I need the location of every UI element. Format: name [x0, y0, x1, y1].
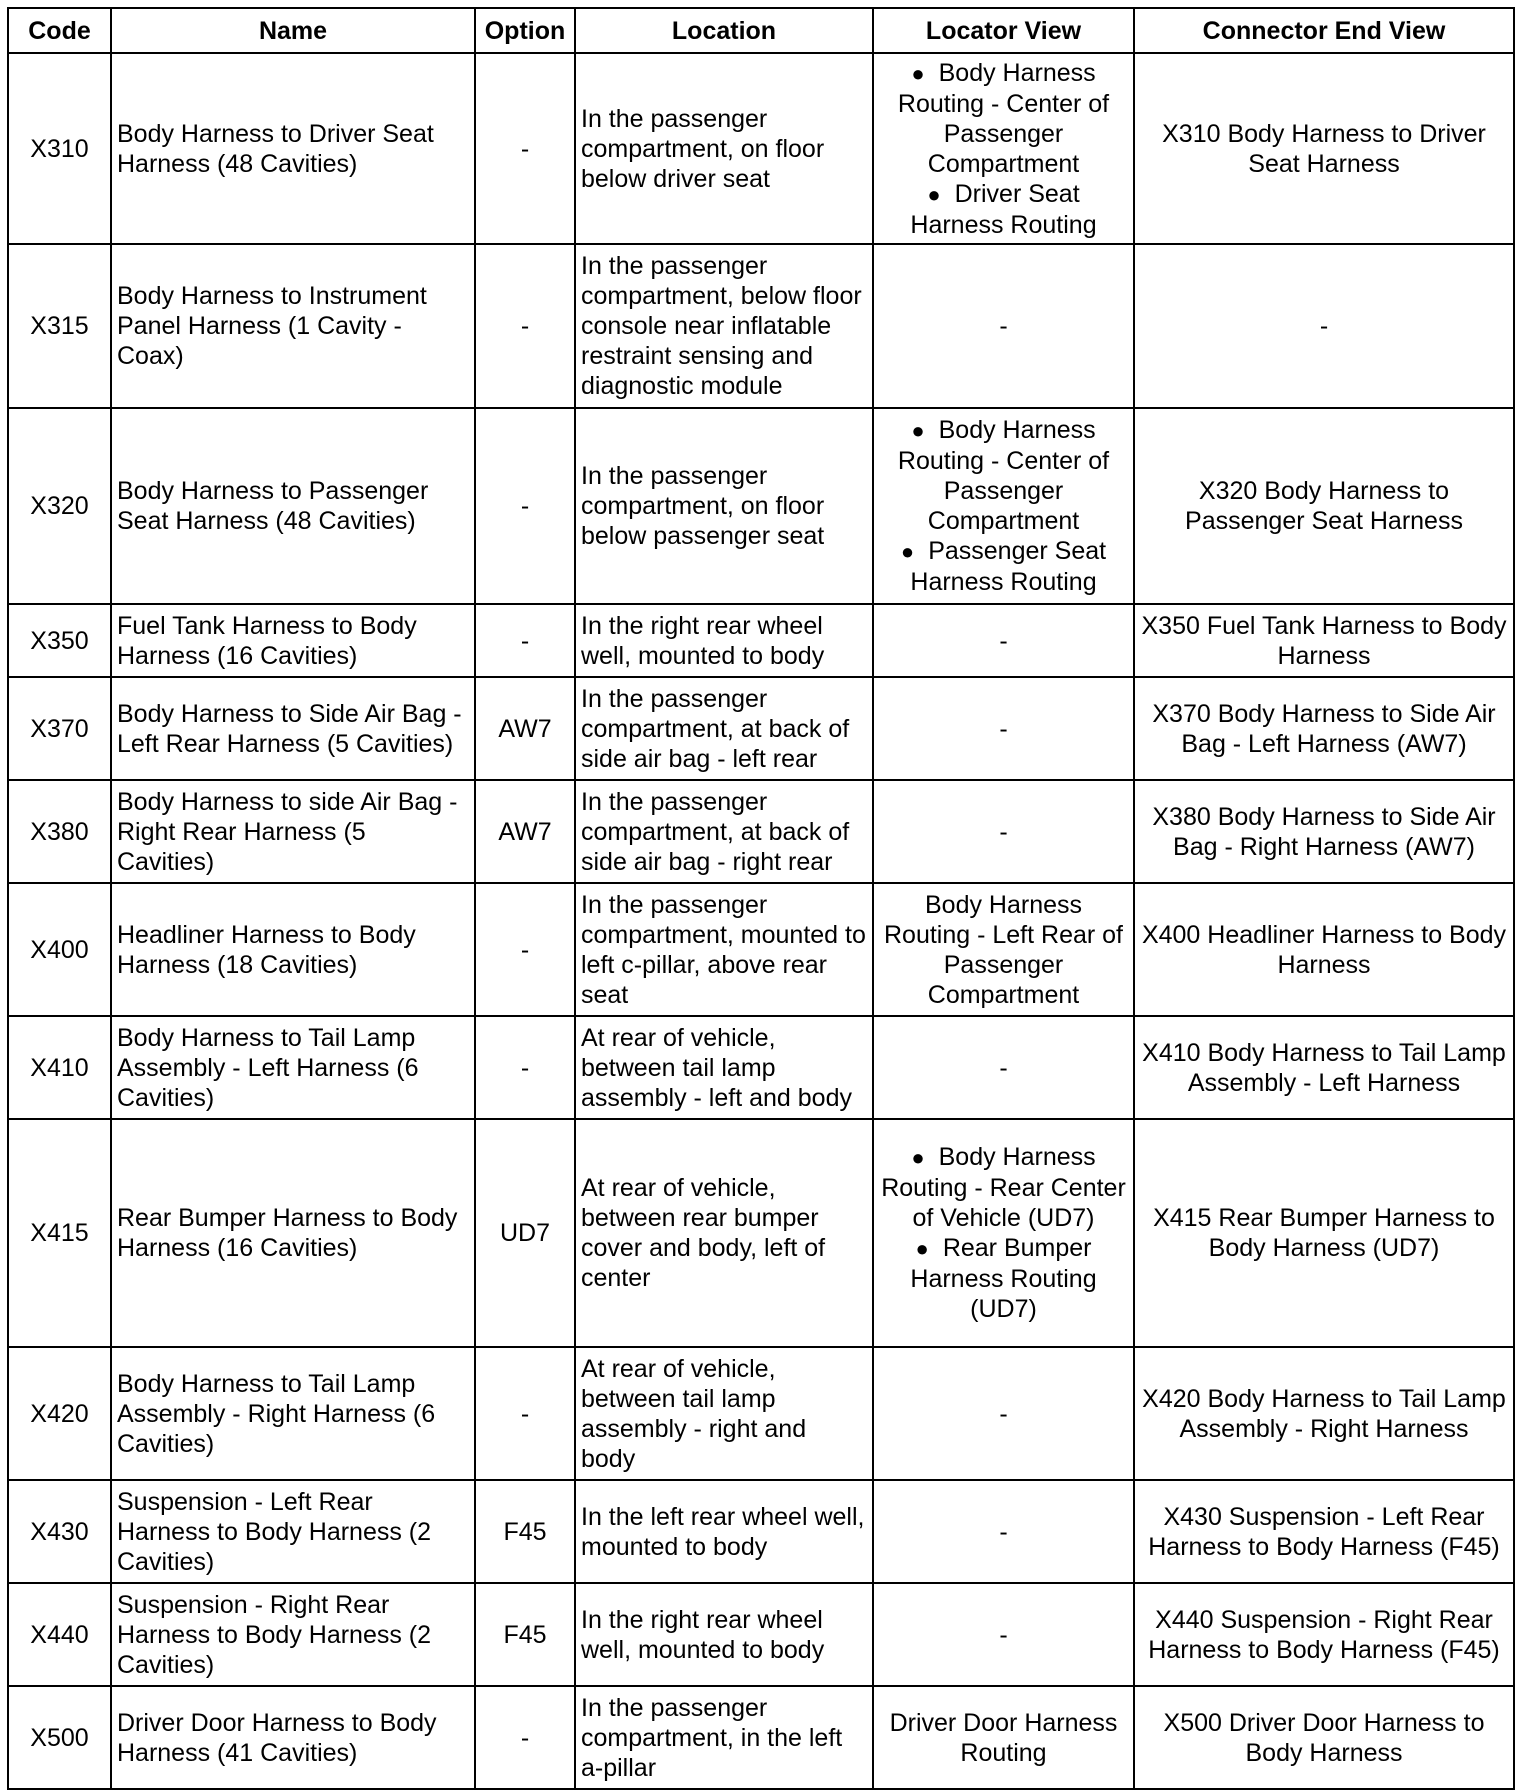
cell-name: Body Harness to Side Air Bag - Left Rear Harness (5 Cavities)	[111, 677, 475, 780]
header-row	[8, 8, 1514, 53]
locator-list-item: ● Body Harness Routing - Center of Passenger Compartment	[879, 415, 1128, 536]
cell-code: X420	[8, 1347, 111, 1480]
cell-location: In the passenger compartment, below floor console near inflatable restraint sensing and diagnostic module	[575, 244, 873, 408]
cell-connector-end-view: -	[1134, 244, 1514, 408]
cell-location: In the passenger compartment, mounted to left c-pillar, above rear seat	[575, 883, 873, 1016]
cell-locator-view	[873, 408, 1134, 604]
cell-connector-end-view: X500 Driver Door Harness to Body Harness	[1134, 1686, 1514, 1789]
cell-connector-end-view: X415 Rear Bumper Harness to Body Harness (UD7)	[1134, 1119, 1514, 1347]
table-row	[8, 244, 1514, 408]
locator-list-item: ● Passenger Seat Harness Routing	[879, 536, 1128, 597]
header-connector-end-view: Connector End View	[1134, 8, 1514, 53]
cell-locator-view: Body Harness Routing - Left Rear of Passenger Compartment	[873, 883, 1134, 1016]
cell-option: -	[475, 604, 575, 677]
cell-location: At rear of vehicle, between tail lamp assembly - left and body	[575, 1016, 873, 1119]
cell-locator-view: -	[873, 604, 1134, 677]
cell-locator-view	[873, 53, 1134, 244]
cell-code: X310	[8, 53, 111, 244]
cell-locator-view: -	[873, 1583, 1134, 1686]
table-row	[8, 53, 1514, 244]
cell-connector-end-view: X310 Body Harness to Driver Seat Harness	[1134, 53, 1514, 244]
cell-name: Body Harness to Instrument Panel Harness (1 Cavity - Coax)	[111, 244, 475, 408]
cell-location: In the passenger compartment, at back of side air bag - right rear	[575, 780, 873, 883]
cell-name: Body Harness to side Air Bag - Right Rear Harness (5 Cavities)	[111, 780, 475, 883]
cell-locator-view: Driver Door Harness Routing	[873, 1686, 1134, 1789]
table-row	[8, 1480, 1514, 1583]
cell-option: AW7	[475, 677, 575, 780]
cell-name: Suspension - Right Rear Harness to Body Harness (2 Cavities)	[111, 1583, 475, 1686]
table-row	[8, 1119, 1514, 1347]
cell-code: X500	[8, 1686, 111, 1789]
locator-list	[879, 58, 1128, 240]
locator-list-item: ● Body Harness Routing - Center of Passenger Compartment	[879, 58, 1128, 179]
locator-list-item: ● Body Harness Routing - Rear Center of Vehicle (UD7)	[879, 1142, 1128, 1233]
table-row	[8, 1347, 1514, 1480]
table-row	[8, 1583, 1514, 1686]
cell-connector-end-view: X380 Body Harness to Side Air Bag - Right Harness (AW7)	[1134, 780, 1514, 883]
cell-option: AW7	[475, 780, 575, 883]
cell-option: -	[475, 408, 575, 604]
cell-name: Rear Bumper Harness to Body Harness (16 Cavities)	[111, 1119, 475, 1347]
header-code: Code	[8, 8, 111, 53]
table-body	[8, 53, 1514, 1789]
cell-code: X430	[8, 1480, 111, 1583]
header-option: Option	[475, 8, 575, 53]
cell-connector-end-view: X370 Body Harness to Side Air Bag - Left Harness (AW7)	[1134, 677, 1514, 780]
cell-locator-view: -	[873, 1347, 1134, 1480]
cell-option: F45	[475, 1480, 575, 1583]
cell-name: Body Harness to Driver Seat Harness (48 Cavities)	[111, 53, 475, 244]
locator-list-item: ● Rear Bumper Harness Routing (UD7)	[879, 1233, 1128, 1324]
cell-code: X400	[8, 883, 111, 1016]
table-row	[8, 677, 1514, 780]
cell-location: In the passenger compartment, on floor below driver seat	[575, 53, 873, 244]
cell-code: X415	[8, 1119, 111, 1347]
cell-code: X315	[8, 244, 111, 408]
table-row	[8, 408, 1514, 604]
cell-locator-view: -	[873, 1016, 1134, 1119]
cell-name: Body Harness to Tail Lamp Assembly - Right Harness (6 Cavities)	[111, 1347, 475, 1480]
cell-connector-end-view: X320 Body Harness to Passenger Seat Harness	[1134, 408, 1514, 604]
cell-option: -	[475, 244, 575, 408]
table-row	[8, 1686, 1514, 1789]
connector-table	[7, 7, 1515, 1790]
cell-connector-end-view: X440 Suspension - Right Rear Harness to Body Harness (F45)	[1134, 1583, 1514, 1686]
cell-code: X440	[8, 1583, 111, 1686]
cell-option: -	[475, 1347, 575, 1480]
table-row	[8, 780, 1514, 883]
header-locator-view: Locator View	[873, 8, 1134, 53]
cell-location: In the passenger compartment, in the left a-pillar	[575, 1686, 873, 1789]
table-row	[8, 883, 1514, 1016]
cell-option: UD7	[475, 1119, 575, 1347]
cell-option: -	[475, 1686, 575, 1789]
cell-location: In the right rear wheel well, mounted to body	[575, 1583, 873, 1686]
cell-connector-end-view: X430 Suspension - Left Rear Harness to Body Harness (F45)	[1134, 1480, 1514, 1583]
cell-name: Driver Door Harness to Body Harness (41 Cavities)	[111, 1686, 475, 1789]
cell-code: X320	[8, 408, 111, 604]
cell-locator-view: -	[873, 1480, 1134, 1583]
cell-code: X410	[8, 1016, 111, 1119]
cell-code: X350	[8, 604, 111, 677]
cell-option: -	[475, 1016, 575, 1119]
header-location: Location	[575, 8, 873, 53]
locator-list-item: ● Driver Seat Harness Routing	[879, 179, 1128, 240]
cell-connector-end-view: X400 Headliner Harness to Body Harness	[1134, 883, 1514, 1016]
locator-list	[879, 1142, 1128, 1324]
cell-location: At rear of vehicle, between tail lamp assembly - right and body	[575, 1347, 873, 1480]
cell-code: X370	[8, 677, 111, 780]
cell-locator-view: -	[873, 780, 1134, 883]
cell-connector-end-view: X420 Body Harness to Tail Lamp Assembly - Right Harness	[1134, 1347, 1514, 1480]
cell-name: Fuel Tank Harness to Body Harness (16 Cavities)	[111, 604, 475, 677]
cell-locator-view	[873, 1119, 1134, 1347]
cell-locator-view: -	[873, 677, 1134, 780]
cell-location: In the passenger compartment, on floor below passenger seat	[575, 408, 873, 604]
cell-name: Suspension - Left Rear Harness to Body Harness (2 Cavities)	[111, 1480, 475, 1583]
locator-list	[879, 415, 1128, 597]
cell-option: -	[475, 883, 575, 1016]
cell-option: -	[475, 53, 575, 244]
cell-name: Body Harness to Tail Lamp Assembly - Left Harness (6 Cavities)	[111, 1016, 475, 1119]
cell-location: In the right rear wheel well, mounted to body	[575, 604, 873, 677]
cell-connector-end-view: X410 Body Harness to Tail Lamp Assembly - Left Harness	[1134, 1016, 1514, 1119]
cell-location: In the left rear wheel well, mounted to body	[575, 1480, 873, 1583]
cell-connector-end-view: X350 Fuel Tank Harness to Body Harness	[1134, 604, 1514, 677]
cell-name: Body Harness to Passenger Seat Harness (48 Cavities)	[111, 408, 475, 604]
table-row	[8, 604, 1514, 677]
cell-option: F45	[475, 1583, 575, 1686]
cell-name: Headliner Harness to Body Harness (18 Cavities)	[111, 883, 475, 1016]
cell-code: X380	[8, 780, 111, 883]
cell-locator-view: -	[873, 244, 1134, 408]
header-name: Name	[111, 8, 475, 53]
cell-location: In the passenger compartment, at back of side air bag - left rear	[575, 677, 873, 780]
table-row	[8, 1016, 1514, 1119]
cell-location: At rear of vehicle, between rear bumper cover and body, left of center	[575, 1119, 873, 1347]
